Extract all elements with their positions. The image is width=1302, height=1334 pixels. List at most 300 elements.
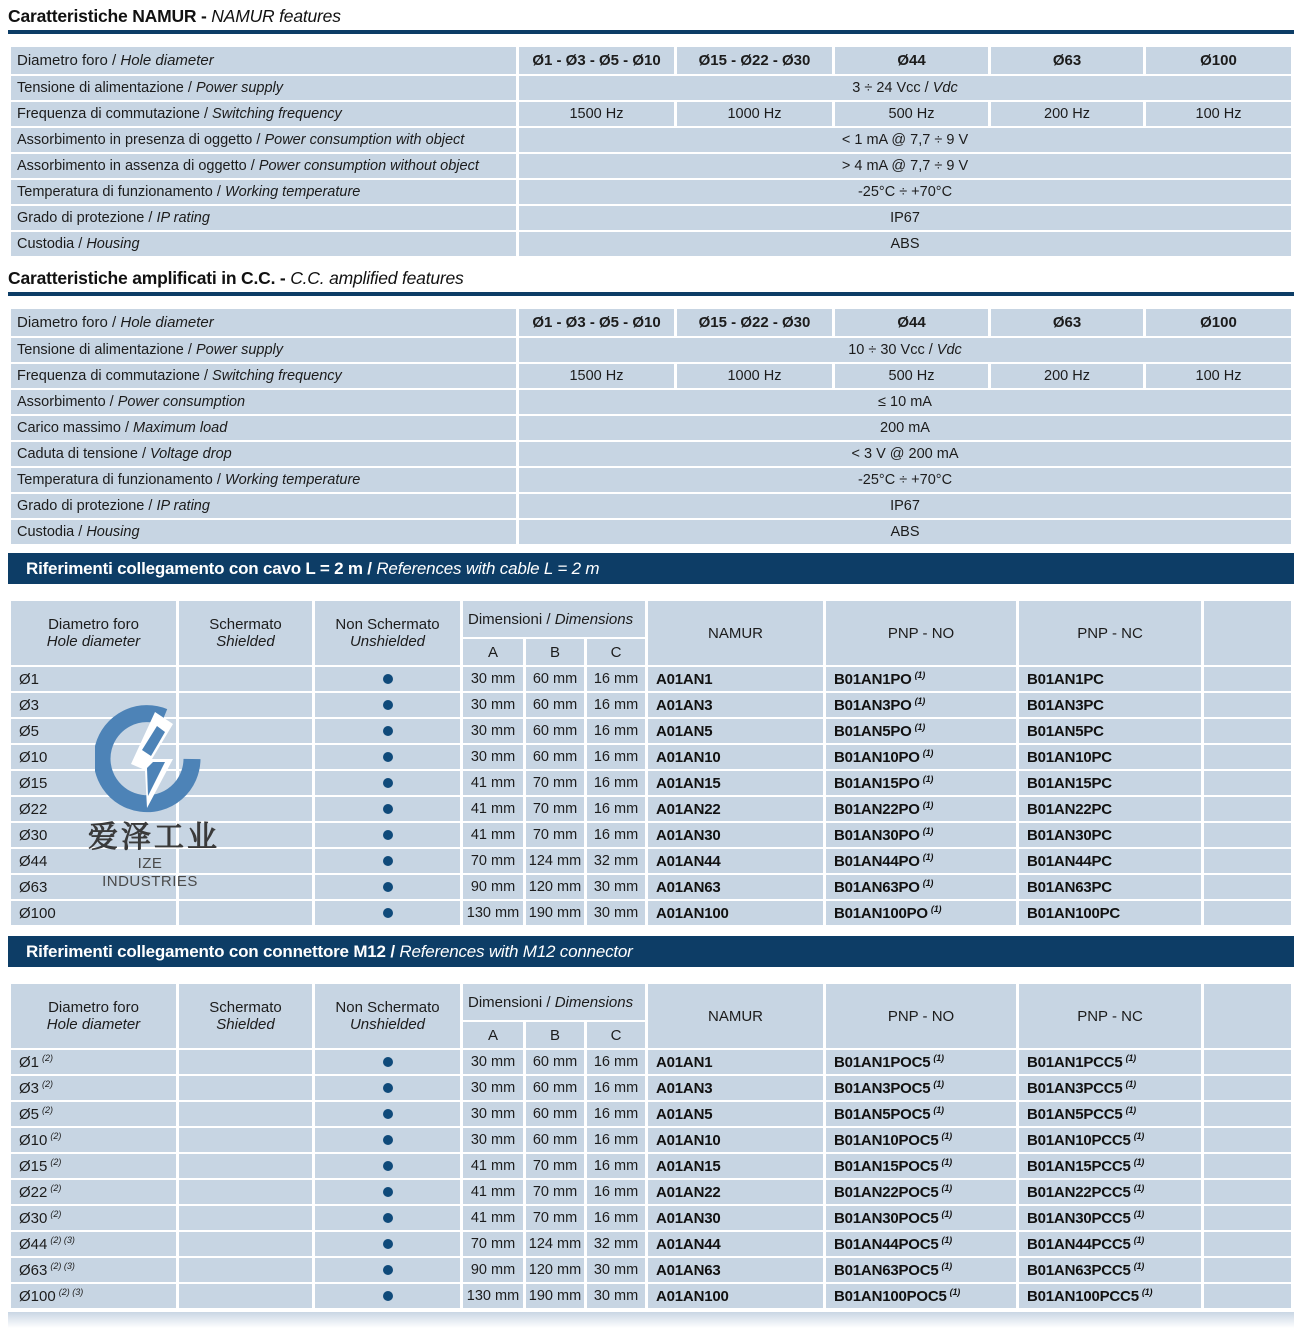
row-label-text: Assorbimento in presenza di oggetto /	[17, 132, 265, 148]
section-title-namur	[8, 6, 1294, 27]
col-header-diameters-3: Ø44	[835, 309, 988, 336]
footnote-ref: (1)	[1125, 1105, 1136, 1115]
dimension-b-cell: 60 mm	[526, 1050, 584, 1074]
title-rule	[8, 292, 1294, 296]
col-header-diameters-5: Ø100	[1146, 47, 1291, 74]
unshielded-dot	[383, 778, 393, 788]
diameter-note: (2)	[50, 1157, 62, 1167]
row-label-text-italic: Working temperature	[224, 472, 361, 488]
dimension-a-cell: 30 mm	[463, 1076, 523, 1100]
spec-value: 200 Hz	[991, 364, 1143, 388]
footnote-ref: (1)	[922, 878, 934, 888]
spec-value-text: ABS	[890, 524, 920, 540]
hole-diameter-value: Ø22	[19, 800, 48, 818]
unshielded-dot	[383, 882, 393, 892]
pnp-no-code-cell	[826, 1258, 1016, 1282]
dimension-b-cell: 60 mm	[526, 719, 584, 743]
row-label-text-italic: Power consumption without object	[258, 158, 479, 174]
dimension-b-cell: 60 mm	[526, 1076, 584, 1100]
pnp-no-code: B01AN100PO	[834, 905, 928, 922]
row-label	[11, 154, 516, 178]
dimension-c-cell: 16 mm	[587, 1154, 645, 1178]
section-title-cc-amplified	[8, 268, 1294, 289]
namur-code-cell: A01AN10	[648, 1128, 823, 1152]
footnote-ref: (1)	[922, 774, 934, 784]
hole-diameter-value: Ø44	[19, 1236, 48, 1253]
unshielded-dot	[383, 700, 393, 710]
spec-row	[11, 494, 1291, 518]
row-label-text: Frequenza di commutazione /	[17, 368, 213, 384]
pnp-no-code: B01AN1POC5	[834, 1054, 931, 1071]
spec-row	[11, 206, 1291, 230]
dimension-c-cell: 16 mm	[587, 719, 645, 743]
pnp-nc-code-cell	[1019, 1206, 1201, 1230]
pnp-nc-code-cell	[1019, 849, 1201, 873]
unshielded-cell	[315, 1154, 460, 1178]
diameter-note: (2)	[50, 1131, 62, 1141]
pnp-no-code: B01AN22PO	[834, 801, 920, 818]
namur-code-cell: A01AN100	[648, 1284, 823, 1308]
pnp-no-code: B01AN3PO	[834, 697, 912, 714]
banner-text-bold: Riferimenti collegamento con cavo L = 2 m /	[26, 559, 377, 578]
col-header-pnp-no: PNP - NO	[826, 984, 1016, 1048]
pnp-nc-code-cell	[1019, 901, 1201, 925]
spec-row	[11, 416, 1291, 440]
ref-row	[11, 1232, 1291, 1256]
row-label	[11, 206, 516, 230]
spec-value-merged	[519, 338, 1291, 362]
unshielded-dot	[383, 1109, 393, 1119]
row-label-text-italic: IP rating	[156, 210, 210, 226]
dimension-b-cell: 120 mm	[526, 1258, 584, 1282]
row-label-text-italic: IP rating	[156, 498, 210, 514]
dimension-a-cell: 30 mm	[463, 745, 523, 769]
header-text: Diametro foro	[48, 616, 139, 633]
unshielded-dot	[383, 1239, 393, 1249]
unshielded-dot	[383, 726, 393, 736]
header-text-italic: Unshielded	[349, 633, 426, 650]
spec-row	[11, 364, 1291, 388]
footnote-ref: (1)	[914, 670, 926, 680]
empty-end-cell	[1204, 1258, 1291, 1282]
row-label-text: Diametro foro /	[17, 314, 121, 331]
pnp-nc-code-cell	[1019, 797, 1201, 821]
dimension-a-cell: 30 mm	[463, 1050, 523, 1074]
dimension-c-cell: 16 mm	[587, 1180, 645, 1204]
pnp-nc-code: B01AN44PCC5	[1027, 1236, 1131, 1253]
dimension-c-cell: 30 mm	[587, 875, 645, 899]
row-label	[11, 232, 516, 256]
pnp-no-code-cell	[826, 1128, 1016, 1152]
hole-diameter-value: Ø1	[19, 670, 40, 688]
shielded-cell	[179, 1076, 312, 1100]
empty-end-cell	[1204, 823, 1291, 847]
dimension-c-cell: 16 mm	[587, 1076, 645, 1100]
empty-end-cell	[1204, 849, 1291, 873]
datasheet-page	[0, 6, 1302, 1328]
hole-diameter-value: Ø30	[19, 826, 48, 844]
namur-code-cell: A01AN15	[648, 1154, 823, 1178]
namur-code-cell: A01AN3	[648, 1076, 823, 1100]
dimension-b-cell: 70 mm	[526, 1180, 584, 1204]
col-header-dim-b: B	[526, 1022, 584, 1048]
row-label-text: Frequenza di commutazione /	[17, 106, 213, 122]
row-label-text-italic: Switching frequency	[212, 106, 342, 122]
hole-diameter-cell	[11, 1180, 176, 1204]
pnp-nc-code-cell	[1019, 771, 1201, 795]
dimension-c-cell: 32 mm	[587, 849, 645, 873]
footnote-ref: (1)	[922, 852, 934, 862]
dimension-a-cell: 30 mm	[463, 1102, 523, 1126]
unshielded-dot	[383, 1083, 393, 1093]
col-header-dim-c: C	[587, 1022, 645, 1048]
header-text: Schermato	[209, 999, 282, 1016]
dimension-c-cell: 16 mm	[587, 823, 645, 847]
hole-diameter-cell	[11, 1102, 176, 1126]
watermark-chinese-text: 爱泽工业	[88, 821, 220, 854]
dimension-c-cell: 16 mm	[587, 771, 645, 795]
row-label-text: Assorbimento /	[17, 394, 118, 410]
spec-value-text: 3 ÷ 24 Vcc /	[852, 80, 933, 96]
unshielded-cell	[315, 849, 460, 873]
footnote-ref: (1)	[933, 1105, 944, 1115]
pnp-nc-code-cell	[1019, 1258, 1201, 1282]
empty-end-cell	[1204, 1232, 1291, 1256]
hole-diameter-value: Ø63	[19, 878, 48, 896]
pnp-nc-code-cell	[1019, 693, 1201, 717]
footnote-ref: (1)	[941, 1131, 952, 1141]
hole-diameter-value: Ø44	[19, 852, 48, 870]
col-header-diameters-1: Ø1 - Ø3 - Ø5 - Ø10	[519, 309, 674, 336]
footnote-ref: (1)	[933, 1079, 944, 1089]
unshielded-dot	[383, 830, 393, 840]
row-label	[11, 364, 516, 388]
pnp-no-code-cell	[826, 901, 1016, 925]
row-label	[11, 520, 516, 544]
spec-value-text: IP67	[890, 498, 920, 514]
spec-row	[11, 154, 1291, 178]
pnp-no-code: B01AN10PO	[834, 749, 920, 766]
spec-value-merged	[519, 180, 1291, 204]
dimension-c-cell: 30 mm	[587, 1284, 645, 1308]
empty-end-cell	[1204, 1102, 1291, 1126]
spec-table-cc-amplified	[8, 307, 1294, 546]
col-header-diameters-5: Ø100	[1146, 309, 1291, 336]
dimension-b-cell: 124 mm	[526, 1232, 584, 1256]
spec-value-merged	[519, 416, 1291, 440]
diameter-note: (2)	[50, 1209, 62, 1219]
namur-code-cell: A01AN10	[648, 745, 823, 769]
spec-value-text: 200 mA	[880, 420, 930, 436]
ref-row	[11, 1154, 1291, 1178]
spec-value: 1000 Hz	[677, 364, 832, 388]
header-text-italic: Dimensions	[554, 610, 634, 628]
unshielded-cell	[315, 1258, 460, 1282]
namur-code-cell: A01AN44	[648, 849, 823, 873]
pnp-nc-code-cell	[1019, 1180, 1201, 1204]
unshielded-cell	[315, 1076, 460, 1100]
col-header-pnp-nc: PNP - NC	[1019, 601, 1201, 665]
footnote-ref: (1)	[949, 1287, 961, 1297]
empty-end-cell	[1204, 1076, 1291, 1100]
hole-diameter-value: Ø100	[19, 904, 56, 922]
dimension-b-cell: 190 mm	[526, 901, 584, 925]
hole-diameter-value: Ø15	[19, 774, 48, 792]
namur-code-cell: A01AN100	[648, 901, 823, 925]
ref-row	[11, 667, 1291, 691]
hole-diameter-value: Ø30	[19, 1210, 48, 1227]
footnote-ref: (1)	[1133, 1209, 1145, 1219]
unshielded-cell	[315, 1180, 460, 1204]
footnote-ref: (1)	[1133, 1235, 1145, 1245]
section-title-cc-italic: C.C. amplified features	[290, 268, 464, 288]
empty-end-cell	[1204, 1284, 1291, 1308]
unshielded-dot	[383, 674, 393, 684]
dimension-a-cell: 41 mm	[463, 823, 523, 847]
dimension-a-cell: 41 mm	[463, 1180, 523, 1204]
unshielded-dot	[383, 1057, 393, 1067]
spec-value-text: ≤ 10 mA	[878, 394, 932, 410]
pnp-nc-code: B01AN5PC	[1027, 722, 1104, 740]
col-header-dim-c: C	[587, 639, 645, 665]
pnp-no-code-cell	[826, 875, 1016, 899]
ize-logo-icon	[95, 704, 205, 816]
ref-row	[11, 1180, 1291, 1204]
hole-diameter-value: Ø3	[19, 696, 40, 714]
pnp-no-code-cell	[826, 1102, 1016, 1126]
pnp-nc-code-cell	[1019, 1128, 1201, 1152]
pnp-no-code-cell	[826, 667, 1016, 691]
row-label	[11, 180, 516, 204]
unshielded-dot	[383, 1161, 393, 1171]
pnp-nc-code-cell	[1019, 667, 1201, 691]
pnp-no-code: B01AN44POC5	[834, 1236, 939, 1253]
empty-end-cell	[1204, 1050, 1291, 1074]
ref-row	[11, 1206, 1291, 1230]
row-label-text: Custodia /	[17, 524, 87, 540]
ref-row	[11, 1102, 1291, 1126]
unshielded-dot	[383, 1187, 393, 1197]
dimension-a-cell: 41 mm	[463, 771, 523, 795]
spec-value-text: IP67	[890, 210, 920, 226]
section-title-namur-italic: NAMUR features	[211, 6, 341, 26]
unshielded-cell	[315, 1102, 460, 1126]
unshielded-cell	[315, 901, 460, 925]
spec-row	[11, 232, 1291, 256]
dimension-b-cell: 60 mm	[526, 693, 584, 717]
pnp-no-code: B01AN44PO	[834, 853, 920, 870]
watermark-english-text: IZE INDUSTRIES	[102, 855, 198, 890]
pnp-no-code: B01AN15PO	[834, 775, 920, 792]
row-label	[11, 468, 516, 492]
dimension-a-cell: 70 mm	[463, 1232, 523, 1256]
hole-diameter-cell	[11, 1050, 176, 1074]
banner-text-bold: Riferimenti collegamento con connettore M12 /	[26, 942, 400, 961]
header-text: Non Schermato	[335, 616, 440, 633]
spec-value: 100 Hz	[1146, 102, 1291, 126]
col-header-dim-a: A	[463, 1022, 523, 1048]
pnp-nc-code: B01AN10PC	[1027, 748, 1112, 766]
spec-row	[11, 390, 1291, 414]
dimension-b-cell: 60 mm	[526, 1128, 584, 1152]
row-label-text-italic: Power consumption	[117, 394, 246, 410]
row-label-text: Tensione di alimentazione /	[17, 342, 196, 358]
spec-value-text: -25°C ÷ +70°C	[857, 184, 953, 200]
spec-value: 500 Hz	[835, 102, 988, 126]
diameter-note: (2)	[42, 1053, 54, 1063]
dimension-b-cell: 124 mm	[526, 849, 584, 873]
col-header-hole-diameter	[11, 984, 176, 1048]
pnp-nc-code: B01AN1PC	[1027, 670, 1104, 688]
pnp-nc-code-cell	[1019, 1232, 1201, 1256]
hole-diameter-cell	[11, 1232, 176, 1256]
col-header-dimensions	[463, 601, 645, 637]
pnp-nc-code: B01AN63PC	[1027, 878, 1112, 896]
hole-diameter-cell	[11, 1206, 176, 1230]
footnote-ref: (1)	[1133, 1131, 1145, 1141]
dimension-b-cell: 70 mm	[526, 1206, 584, 1230]
ref-header-row-1	[11, 984, 1291, 1020]
empty-end-cell	[1204, 901, 1291, 925]
row-label-text-italic: Power consumption with object	[264, 132, 465, 148]
spec-value-text: < 3 V @ 200 mA	[851, 446, 959, 462]
dimension-c-cell: 16 mm	[587, 693, 645, 717]
empty-end-cell	[1204, 875, 1291, 899]
dimension-a-cell: 30 mm	[463, 719, 523, 743]
unshielded-cell	[315, 667, 460, 691]
hole-diameter-value: Ø22	[19, 1184, 48, 1201]
unshielded-dot	[383, 752, 393, 762]
pnp-nc-code-cell	[1019, 1154, 1201, 1178]
pnp-no-code-cell	[826, 745, 1016, 769]
spec-row	[11, 468, 1291, 492]
hole-diameter-value: Ø100	[19, 1288, 56, 1305]
hole-diameter-value: Ø5	[19, 722, 40, 740]
col-header-diameters-2: Ø15 - Ø22 - Ø30	[677, 47, 832, 74]
spec-value: 1500 Hz	[519, 102, 674, 126]
footnote-ref: (1)	[922, 748, 934, 758]
dimension-a-cell: 30 mm	[463, 1128, 523, 1152]
pnp-no-code: B01AN3POC5	[834, 1080, 931, 1097]
dimension-b-cell: 120 mm	[526, 875, 584, 899]
pnp-no-code: B01AN10POC5	[834, 1132, 939, 1149]
dimension-a-cell: 41 mm	[463, 1154, 523, 1178]
unshielded-cell	[315, 797, 460, 821]
col-header-diameters-1: Ø1 - Ø3 - Ø5 - Ø10	[519, 47, 674, 74]
pnp-no-code: B01AN63POC5	[834, 1262, 939, 1279]
hole-diameter-value: Ø15	[19, 1158, 48, 1175]
footnote-ref: (1)	[933, 1053, 944, 1063]
row-label-text-italic: Housing	[86, 236, 140, 252]
spec-row	[11, 442, 1291, 466]
header-text-italic: Shielded	[216, 1016, 275, 1033]
spec-value: 100 Hz	[1146, 364, 1291, 388]
spec-value-merged	[519, 442, 1291, 466]
shielded-cell	[179, 1206, 312, 1230]
dimension-b-cell: 70 mm	[526, 1154, 584, 1178]
spec-value-italic: Vdc	[932, 80, 958, 96]
hole-diameter-cell	[11, 1076, 176, 1100]
footnote-ref: (1)	[1125, 1079, 1136, 1089]
spec-table-namur	[8, 45, 1294, 258]
pnp-nc-code-cell	[1019, 719, 1201, 743]
ref-row	[11, 1076, 1291, 1100]
dimension-a-cell: 30 mm	[463, 693, 523, 717]
header-text-italic: Hole diameter	[46, 633, 141, 650]
row-label	[11, 390, 516, 414]
pnp-no-code-cell	[826, 823, 1016, 847]
col-header-diameters-4: Ø63	[991, 47, 1143, 74]
pnp-no-code-cell	[826, 1076, 1016, 1100]
section-title-namur-bold: Caratteristiche NAMUR -	[8, 6, 212, 26]
section-banner-cable-references	[8, 553, 1294, 584]
dimension-b-cell: 70 mm	[526, 823, 584, 847]
spec-value-merged	[519, 76, 1291, 100]
spec-value-text: ABS	[890, 236, 920, 252]
spec-value-merged	[519, 154, 1291, 178]
dimension-a-cell: 30 mm	[463, 667, 523, 691]
dimension-a-cell: 41 mm	[463, 1206, 523, 1230]
spec-value-merged	[519, 232, 1291, 256]
empty-end-cell	[1204, 1154, 1291, 1178]
unshielded-dot	[383, 1135, 393, 1145]
shielded-cell	[179, 1284, 312, 1308]
pnp-no-code-cell	[826, 771, 1016, 795]
empty-end-cell	[1204, 719, 1291, 743]
diameter-note: (2)	[42, 1079, 54, 1089]
col-header-namur: NAMUR	[648, 984, 823, 1048]
pnp-nc-code: B01AN15PCC5	[1027, 1158, 1131, 1175]
empty-end-cell	[1204, 667, 1291, 691]
row-label-text: Carico massimo /	[17, 420, 134, 436]
unshielded-dot	[383, 908, 393, 918]
col-header-empty	[1204, 601, 1291, 665]
dimension-a-cell: 41 mm	[463, 797, 523, 821]
row-label	[11, 416, 516, 440]
pnp-no-code: B01AN63PO	[834, 879, 920, 896]
ref-row	[11, 1050, 1291, 1074]
dimension-c-cell: 16 mm	[587, 797, 645, 821]
ref-row	[11, 1128, 1291, 1152]
hole-diameter-cell	[11, 1258, 176, 1282]
dimension-a-cell: 130 mm	[463, 1284, 523, 1308]
empty-end-cell	[1204, 693, 1291, 717]
dimension-c-cell: 16 mm	[587, 667, 645, 691]
unshielded-cell	[315, 771, 460, 795]
row-label-text-italic: Hole diameter	[120, 314, 214, 331]
dimension-c-cell: 16 mm	[587, 745, 645, 769]
header-text-italic: Hole diameter	[46, 1016, 141, 1033]
spec-value: 500 Hz	[835, 364, 988, 388]
pnp-no-code-cell	[826, 797, 1016, 821]
pnp-nc-code: B01AN5PCC5	[1027, 1106, 1123, 1123]
footnote-ref: (1)	[941, 1183, 952, 1193]
row-label-text: Caduta di tensione /	[17, 446, 151, 462]
pnp-no-code-cell	[826, 1232, 1016, 1256]
row-label-text: Custodia /	[17, 236, 87, 252]
unshielded-cell	[315, 1128, 460, 1152]
row-label-text-italic: Hole diameter	[120, 52, 214, 69]
namur-code-cell: A01AN30	[648, 823, 823, 847]
section-banner-m12-references	[8, 936, 1294, 967]
header-text-italic: Unshielded	[349, 1016, 426, 1033]
pnp-no-code: B01AN100POC5	[834, 1288, 947, 1305]
hole-diameter-cell	[11, 1284, 176, 1308]
pnp-no-code: B01AN5PO	[834, 723, 912, 740]
unshielded-cell	[315, 719, 460, 743]
dimension-b-cell: 70 mm	[526, 797, 584, 821]
col-header-namur: NAMUR	[648, 601, 823, 665]
